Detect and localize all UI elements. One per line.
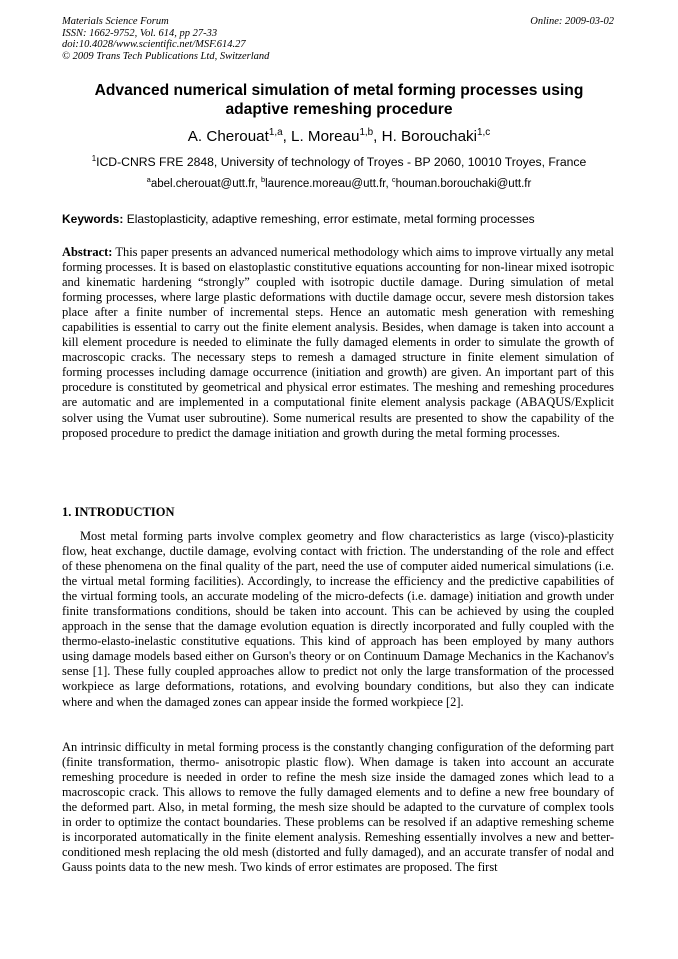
author-emails: [62, 177, 616, 192]
intro-paragraph-1: [62, 529, 614, 710]
copyright-line: © 2009 Trans Tech Publications Ltd, Switzerland: [62, 50, 270, 62]
intro-paragraph-2: [62, 740, 614, 875]
author-affiliation-mark: 1,c: [477, 126, 491, 138]
paragraph-text: An intrinsic difficulty in metal forming process is the constantly changing configuration of the deforming part (finite transformation, thermo- anisotropic plastic flow). When damage is taken into account an accurate remeshing procedure is needed in order to refine the mesh size inside the damaged zones which lead to a macroscopic crack. This allows to remove the fully damaged elements and to define a new free boundary of the deformed part. Also, in metal forming, the mesh size should be adapted to the curvature of complex tools in order to optimize the contact boundaries. These problems can be resolved if an adaptive remeshing scheme is incorporated automatically in the finite element analysis. Remeshing essentially involves a new and better-conditioned mesh replacing the old mesh (distorted and fully damaged), and an accurate transfer of nodal and Gauss points data to the new mesh. Two kinds of error estimates are proposed. The first: [62, 740, 614, 875]
keywords-text: Elastoplasticity, adaptive remeshing, error estimate, metal forming processes: [123, 212, 535, 226]
email-link[interactable]: abel.cherouat@utt.fr,: [150, 178, 261, 190]
paragraph-text: Most metal forming parts involve complex geometry and flow characteristics as large (visco)-plasticity flow, heat exchange, ductile damage, evolving contact with friction. The understanding of the role and effect of these phenomena on the final quality of the part, need the use of computer aided numerical simulations (i.e. the virtual metal forming facilities). Accordingly, to increase the efficiency and the predictive capabilities of the virtual forming tools, an accurate modeling of the micro-defects (i.e. damage) initiation and growth under finite transformations conditions, should be taken into account. This can be achieved by using the coupled approach in the sense that the damage evolution equation is directly incorporated and fully coupled with the thermo-elasto-inelastic constitutive equations. This kind of approach has been employed by many authors using damage models based either on Gurson's theory or on Continuum Damage Mechanics in the Kachanov's sense [1]. These fully coupled approaches allow to predict not only the large transformation of the processed workpiece as large deformations, rotations, and evolving boundary conditions, but also they can indicate where and when the damaged zones can appear inside the formed workpiece [2].: [62, 529, 614, 709]
email-link[interactable]: houman.borouchaki@utt.fr: [395, 178, 532, 190]
doi-line: doi:10.4028/www.scientific.net/MSF.614.27: [62, 39, 246, 50]
email-link[interactable]: laurence.moreau@utt.fr,: [265, 178, 392, 190]
abstract: [62, 245, 614, 441]
journal-header: [62, 16, 269, 62]
online-date: Online: 2009-03-02: [530, 16, 614, 27]
affiliation: [62, 155, 616, 170]
author-separator: ,: [373, 128, 382, 145]
author-name: H. Borouchaki: [381, 128, 478, 145]
author-separator: ,: [282, 128, 292, 145]
email-mark: b: [260, 175, 266, 185]
affiliation-text: ICD-CNRS FRE 2848, University of technology of Troyes - BP 2060, 10010 Troyes, France: [96, 155, 587, 169]
paper-title: Advanced numerical simulation of metal forming processes using adaptive remeshing procedure: [94, 82, 584, 118]
journal-name: Materials Science Forum: [62, 16, 169, 27]
author-affiliation-mark: 1,b: [359, 126, 374, 138]
section-heading: 1. INTRODUCTION: [62, 505, 175, 519]
abstract-text: This paper presents an advanced numerical methodology which aims to improve virtually any metal forming processes. It is based on elastoplastic constitutive equations accounting for non-linear mixed isotropic and kinematic hardening “strongly” coupled with isotropic ductile damage. During simulation of metal forming processes, where large plastic deformations with ductile damage occur, severe mesh distorsion takes place after a finite number of incremental steps. Hence an automatic mesh generation with remeshing capabilities is essential to carry out the finite element analysis. Besides, when damage is taken into account a kill element procedure is needed to eliminate the fully damaged elements in order to simulate the growth of macroscopic cracks. The necessary steps to remesh a damaged structure in finite element simulation of forming processes including damage occurrence (initiation and growth) are given. An important part of this procedure is constituted by geometrical and physical error estimates. The meshing and remeshing procedures are automatic and are implemented in a computational finite element analysis package (ABAQUS/Explicit solver using the Vumat user subroutine). Some numerical results are presented to show the capability of the proposed procedure to predict the damage initiation and growth during the metal forming processes.: [62, 245, 614, 440]
author-affiliation-mark: 1,a: [268, 126, 283, 138]
issn-line: ISSN: 1662-9752, Vol. 614, pp 27-33: [62, 27, 218, 39]
affiliation-mark: 1: [91, 153, 97, 163]
abstract-label: Abstract:: [62, 245, 113, 259]
email-mark: c: [391, 175, 396, 185]
author-name: A. Cherouat: [187, 128, 269, 145]
keywords: [62, 212, 622, 227]
author-name: L. Moreau: [291, 128, 360, 145]
email-mark: a: [146, 175, 151, 185]
keywords-label: Keywords:: [62, 212, 124, 226]
author-list: [62, 128, 616, 146]
